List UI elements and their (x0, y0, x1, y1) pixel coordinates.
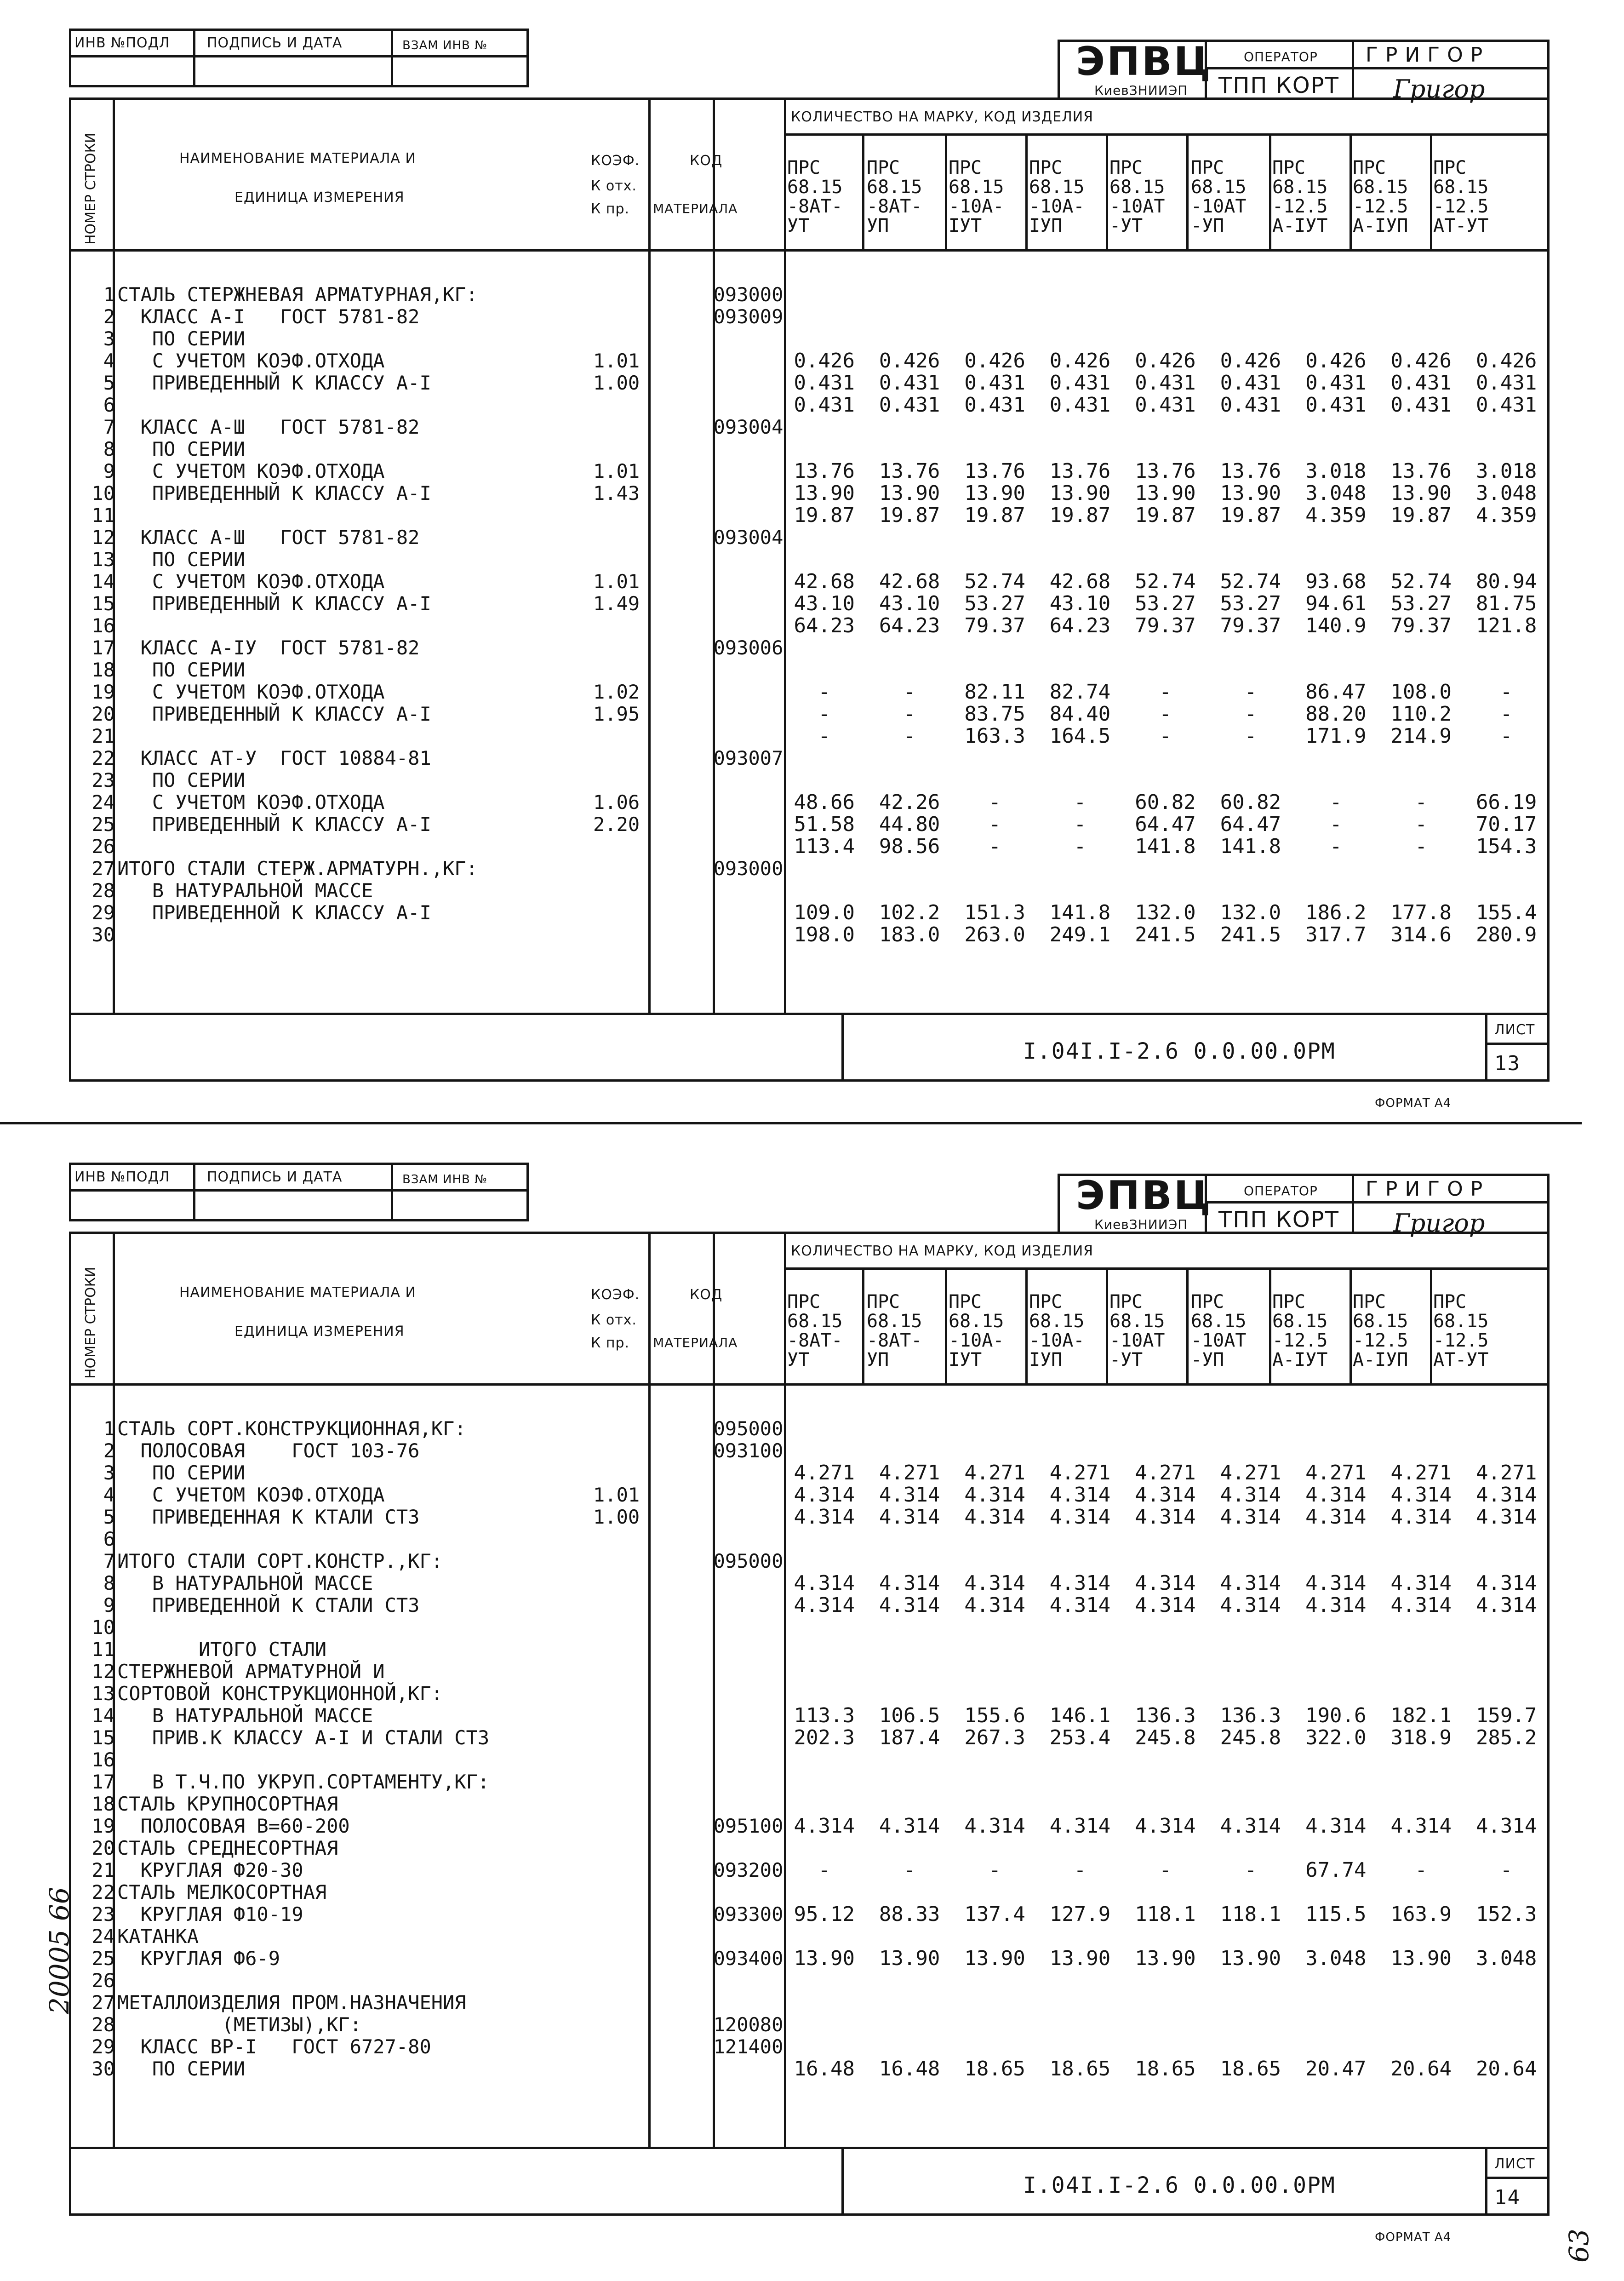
rownum-header: НОМЕР СТРОКИ (83, 132, 99, 245)
signature: Григор (1393, 75, 1485, 103)
sign-date-label: ПОДПИСЬ И ДАТА (207, 35, 343, 51)
org-subtitle: КиевЗНИИЭП (1094, 83, 1188, 98)
rownum-header: НОМЕР СТРОКИ (83, 1267, 99, 1379)
sign-date-label: ПОДПИСЬ И ДАТА (207, 1169, 343, 1185)
coef-otx-header: К отх. (591, 178, 637, 194)
quantity-values: 4.271 4.271 4.271 4.271 4.271 4.271 4.271 4.271 4.271 4.314 4.314 4.314 4.314 4.314 4.314 4.314 4.314 4.314 4.314 4.314 4.314 4.314 4.314 4.314 4.314 4.314 4.314 4.314 4.314 4.314 4.314 4.314 4.314 4.314 4.314 4.314 4.314 4.314 4.314 4.314 4.314 4.314 4.314 4.314 4.314 113.3 106.5 155.6 146.1 136.3 136.3 190.6 182.1 159.7 202.3 187.4 267.3 253.4 245.8 245.8 322.0 318.9 285.2 4.314 4.314 4.314 4.314 4.314 4.314 4.314 4.314 4.314 - - - - - - 67.74 - - 95.12 88.33 137.4 127.9 118.1 118.1 115.5 163.9 152.3 13.90 13.90 13.90 13.90 13.90 13.90 3.048 13.90 3.048 16.48 16.48 18.65 18.65 18.65 18.65 20.47 20.64 20.64 (794, 1461, 1537, 2080)
format-label: ФОРМАТ А4 (1375, 1096, 1452, 1110)
product-col-8: ПРС 68.15 -12.5 А-IУП (1353, 1291, 1408, 1370)
material-codes: 095000 093100 095000 095100 093200 093300 093400 120080 121400 (713, 1417, 783, 2058)
row-numbers: 1 2 3 4 5 6 7 8 9 10 11 12 13 14 15 16 17 18 19 20 21 22 23 24 25 26 27 28 29 30 (91, 1417, 115, 2080)
code-header-1: КОД (690, 1287, 723, 1303)
name-header-2: ЕДИНИЦА ИЗМЕРЕНИЯ (234, 189, 405, 206)
quantity-values: 0.426 0.426 0.426 0.426 0.426 0.426 0.426 0.426 0.426 0.431 0.431 0.431 0.431 0.431 0.431 0.431 0.431 0.431 0.431 0.431 0.431 0.431 0.431 0.431 0.431 0.431 0.431 13.76 13.76 13.76 13.76 13.76 13.76 3.018 13.76 3.018 13.90 13.90 13.90 13.90 13.90 13.90 3.048 13.90 3.048 19.87 19.87 19.87 19.87 19.87 19.87 4.359 19.87 4.359 42.68 42.68 52.74 42.68 52.74 52.74 93.68 52.74 80.94 43.10 43.10 53.27 43.10 53.27 53.27 94.61 53.27 81.75 64.23 64.23 79.37 64.23 79.37 79.37 140.9 79.37 121.8 - - 82.11 82.74 - - 86.47 108.0 - - - 83.75 84.40 - - 88.20 110.2 - - - 163.3 164.5 - - 171.9 214.9 - 48.66 42.26 - - 60.82 60.82 - - 66.19 51.58 44.80 - - 64.47 64.47 - - 70.17 113.4 98.56 - - 141.8 141.8 - - 154.3 109.0 102.2 151.3 141.8 132.0 132.0 186.2 177.8 155.4 198.0 183.0 263.0 249.1 241.5 241.5 317.7 314.6 280.9 (794, 349, 1537, 946)
tpp-label: ТПП КОРТ (1218, 73, 1339, 98)
page-separator (0, 1122, 1582, 1124)
tpp-label: ТПП КОРТ (1218, 1207, 1339, 1232)
coef-header: КОЭФ. (591, 1287, 640, 1303)
product-col-5: ПРС 68.15 -10АТ -УТ (1109, 1291, 1165, 1370)
material-names: СТАЛЬ СОРТ.КОНСТРУКЦИОННАЯ,КГ: ПОЛОСОВАЯ ГОСТ 103-76 ПО СЕРИИ С УЧЕТОМ КОЭФ.ОТХОДА ПРИВЕДЕННАЯ К КТАЛИ СТ3 ИТОГО СТАЛИ СОРТ.КОНСТР.,КГ: В НАТУРАЛЬНОЙ МАССЕ ПРИВЕДЕННОЙ К СТАЛИ СТ3 ИТОГО СТАЛИ СТЕРЖНЕВОЙ АРМАТУРНОЙ И СОРТОВОЙ КОНСТРУКЦИОННОЙ,КГ: В НАТУРАЛЬНОЙ МАССЕ ПРИВ.К КЛАССУ А-I И СТАЛИ СТ3 В Т.Ч.ПО УКРУП.СОРТАМЕНТУ,КГ: СТАЛЬ КРУПНОСОРТНАЯ ПОЛОСОВАЯ В=60-200 СТАЛЬ СРЕДНЕСОРТНАЯ КРУГЛАЯ Ф20-30 СТАЛЬ МЕЛКОСОРТНАЯ КРУГЛАЯ Ф10-19 КАТАНКА КРУГЛАЯ Ф6-9 МЕТАЛЛОИЗДЕЛИЯ ПРОМ.НАЗНАЧЕНИЯ (МЕТИЗЫ),КГ: КЛАСС ВР-I ГОСТ 6727-80 ПО СЕРИИ (117, 1417, 490, 2080)
signature: Григор (1393, 1209, 1485, 1238)
doc-code: I.04I.I-2.6 0.0.00.0РМ (1023, 2172, 1336, 2198)
coef-pr-header: К пр. (591, 1335, 630, 1351)
coefficients: 1.01 1.00 (593, 1484, 640, 1528)
inv-no-label: ИНВ №ПОДЛ (74, 1169, 170, 1185)
product-col-6: ПРС 68.15 -10АТ -УП (1191, 1291, 1247, 1370)
product-col-3: ПРС 68.15 -10А- IУТ (949, 1291, 1004, 1370)
product-col-8: ПРС 68.15 -12.5 А-IУП (1353, 157, 1408, 236)
sheet-number: 14 (1494, 2186, 1521, 2209)
margin-note-left: 20005 66 (44, 1887, 75, 2014)
product-col-5: ПРС 68.15 -10АТ -УТ (1109, 157, 1165, 236)
coef-pr-header: К пр. (591, 201, 630, 217)
sheet-number: 13 (1494, 1052, 1521, 1075)
coef-otx-header: К отх. (591, 1312, 637, 1328)
operator-name: ГРИГОР (1366, 43, 1490, 67)
sheet-label: ЛИСТ (1494, 2156, 1535, 2172)
product-col-4: ПРС 68.15 -10А- IУП (1029, 157, 1085, 236)
code-header-2: МАТЕРИАЛА (653, 201, 738, 216)
qty-header: КОЛИЧЕСТВО НА МАРКУ, КОД ИЗДЕЛИЯ (791, 1243, 1094, 1259)
product-col-2: ПРС 68.15 -8АТ- УП (867, 1291, 922, 1370)
material-codes: 093000 093009 093004 093004 093006 093007 093000 (713, 283, 783, 880)
operator-label: ОПЕРАТОР (1244, 1183, 1318, 1198)
product-col-3: ПРС 68.15 -10А- IУТ (949, 157, 1004, 236)
product-col-4: ПРС 68.15 -10А- IУП (1029, 1291, 1085, 1370)
qty-header: КОЛИЧЕСТВО НА МАРКУ, КОД ИЗДЕЛИЯ (791, 109, 1094, 125)
product-col-1: ПРС 68.15 -8АТ- УТ (787, 1291, 843, 1370)
product-col-9: ПРС 68.15 -12.5 АТ-УТ (1433, 1291, 1489, 1370)
product-col-7: ПРС 68.15 -12.5 А-IУТ (1272, 1291, 1328, 1370)
code-header-2: МАТЕРИАЛА (653, 1335, 738, 1350)
doc-code: I.04I.I-2.6 0.0.00.0РМ (1023, 1038, 1336, 1064)
operator-label: ОПЕРАТОР (1244, 49, 1318, 64)
format-label: ФОРМАТ А4 (1375, 2230, 1452, 2244)
product-col-2: ПРС 68.15 -8АТ- УП (867, 157, 922, 236)
coefficients: 1.01 1.00 1.01 1.43 1.01 1.49 1.02 1.95 1.06 2.20 (593, 350, 640, 836)
material-names: СТАЛЬ СТЕРЖНЕВАЯ АРМАТУРНАЯ,КГ: КЛАСС А-I ГОСТ 5781-82 ПО СЕРИИ С УЧЕТОМ КОЭФ.ОТХОДА ПРИВЕДЕННЫЙ К КЛАССУ А-I КЛАСС А-Ш ГОСТ 5781-82 ПО СЕРИИ С УЧЕТОМ КОЭФ.ОТХОДА ПРИВЕДЕННЫЙ К КЛАССУ А-I КЛАСС А-Ш ГОСТ 5781-82 ПО СЕРИИ С УЧЕТОМ КОЭФ.ОТХОДА ПРИВЕДЕННЫЙ К КЛАССУ А-I КЛАСС А-IУ ГОСТ 5781-82 ПО СЕРИИ С УЧЕТОМ КОЭФ.ОТХОДА ПРИВЕДЕННЫЙ К КЛАССУ А-I КЛАСС АТ-У ГОСТ 10884-81 ПО СЕРИИ С УЧЕТОМ КОЭФ.ОТХОДА ПРИВЕДЕННЫЙ К КЛАССУ А-I ИТОГО СТАЛИ СТЕРЖ.АРМАТУРН.,КГ: В НАТУРАЛЬНОЙ МАССЕ ПРИВЕДЕННОЙ К КЛАССУ А-I (117, 283, 478, 924)
margin-note-right: 63 (1563, 2229, 1595, 2263)
product-col-9: ПРС 68.15 -12.5 АТ-УТ (1433, 157, 1489, 236)
replace-inv-label: ВЗАМ ИНВ № (402, 39, 488, 52)
product-col-1: ПРС 68.15 -8АТ- УТ (787, 157, 843, 236)
name-header-1: НАИМЕНОВАНИЕ МАТЕРИАЛА И (179, 150, 416, 166)
replace-inv-label: ВЗАМ ИНВ № (402, 1173, 488, 1186)
sheet-label: ЛИСТ (1494, 1022, 1535, 1038)
product-col-7: ПРС 68.15 -12.5 А-IУТ (1272, 157, 1328, 236)
org-title: ЭПВЦ (1076, 39, 1212, 85)
inv-no-label: ИНВ №ПОДЛ (74, 35, 170, 51)
name-header-2: ЕДИНИЦА ИЗМЕРЕНИЯ (234, 1324, 405, 1340)
product-col-6: ПРС 68.15 -10АТ -УП (1191, 157, 1247, 236)
org-subtitle: КиевЗНИИЭП (1094, 1217, 1188, 1232)
operator-name: ГРИГОР (1366, 1177, 1490, 1201)
row-numbers: 1 2 3 4 5 6 7 8 9 10 11 12 13 14 15 16 17 18 19 20 21 22 23 24 25 26 27 28 29 30 (91, 283, 115, 946)
name-header-1: НАИМЕНОВАНИЕ МАТЕРИАЛА И (179, 1284, 416, 1301)
coef-header: КОЭФ. (591, 153, 640, 169)
code-header-1: КОД (690, 153, 723, 169)
org-title: ЭПВЦ (1076, 1173, 1212, 1219)
